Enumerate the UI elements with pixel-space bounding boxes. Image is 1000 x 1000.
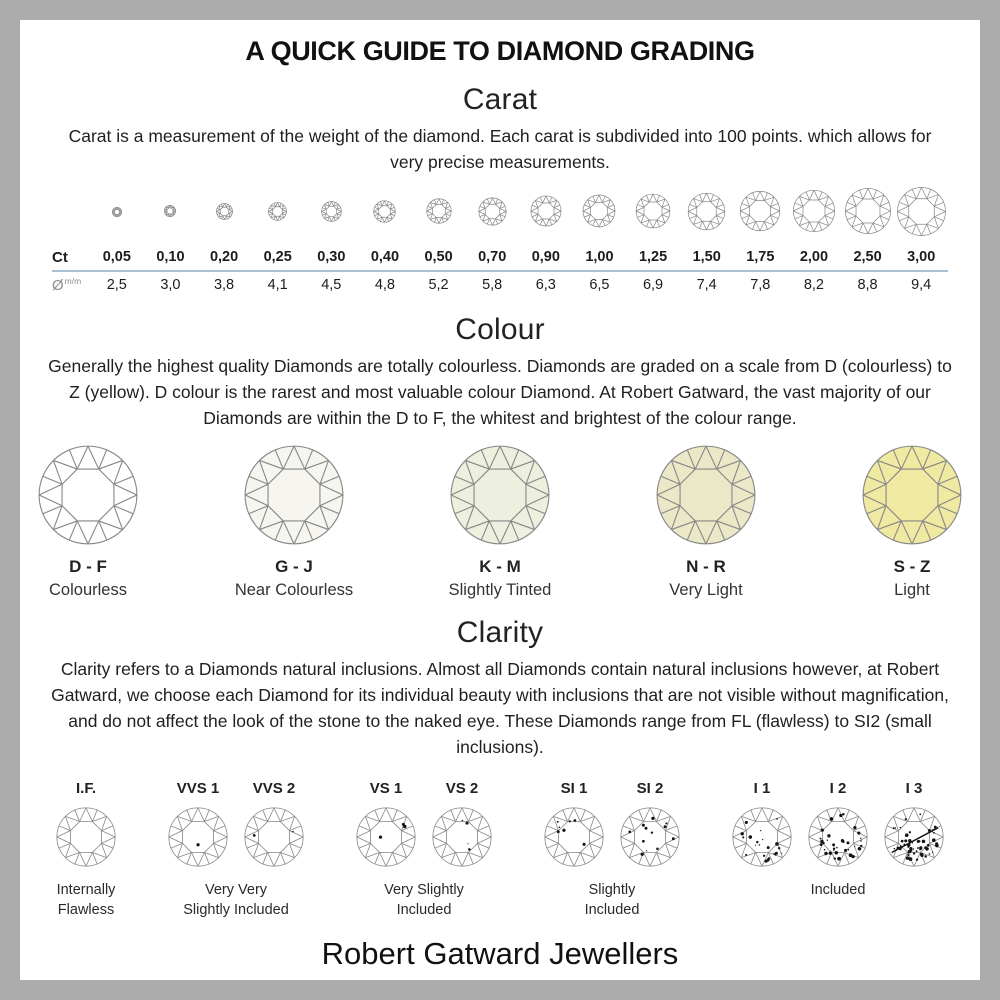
carat-diamonds-row: [52, 183, 948, 243]
clarity-description: Clarity refers to a Diamonds natural inclusions. Almost all Diamonds contain natural inclusions however, at Robert Gatward, we choose each Diamond for its individual beauty with inclusions that are not visible without magnification, and do not affect the look of the stone to the naked eye. These Diamonds range from FL (flawless) to SI2 (small inclusions).: [51, 659, 949, 757]
diamond-icon: [792, 189, 836, 233]
diameter-value: 6,3: [535, 277, 556, 293]
clarity-group-description-line: Very Very: [204, 882, 268, 898]
clarity-grade: [429, 780, 495, 868]
diamond-icon: [654, 486, 758, 503]
diamond-icon: [731, 828, 793, 845]
diameter-values-row: [52, 273, 948, 297]
clarity-grade: [541, 780, 607, 868]
clarity-group: [729, 780, 947, 900]
diamond-icon: [216, 203, 233, 220]
carat-value: 1,00: [585, 249, 614, 265]
clarity-group-description: [353, 880, 495, 920]
diamond-icon: [164, 205, 176, 217]
table-divider: [52, 270, 948, 272]
clarity-section: [20, 616, 980, 920]
diameter-value: 6,9: [642, 277, 664, 293]
clarity-grade-label: SI 1: [560, 780, 588, 797]
carat-value: 0,20: [209, 249, 239, 265]
diamond-icon: [243, 828, 305, 845]
page-title: A QUICK GUIDE TO DIAMOND GRADING: [245, 36, 755, 66]
diamond-icon: [448, 486, 552, 503]
diameter-value: 4,5: [321, 277, 342, 293]
clarity-grade: [53, 780, 119, 868]
clarity-group-description-line: Slightly: [588, 882, 636, 898]
colour-grade: [847, 443, 977, 600]
diamond-icon: [167, 828, 229, 845]
clarity-heading: Clarity: [456, 616, 544, 649]
colour-grade-label: Colourless: [49, 581, 127, 599]
diameter-value: 3,0: [160, 277, 181, 293]
clarity-grade: [241, 780, 307, 868]
diameter-value: 7,8: [750, 277, 771, 293]
diamond-icon: [619, 828, 681, 845]
clarity-group-description-line: Included: [584, 902, 640, 918]
colour-grade: [435, 443, 565, 600]
diamond-icon: [635, 193, 671, 229]
clarity-group-description-line: Very Slightly: [384, 882, 464, 898]
diamond-icon: [896, 186, 947, 237]
diamond-icon: [36, 486, 140, 503]
carat-value: 0,05: [102, 249, 131, 265]
diamond-icon: [543, 828, 605, 845]
diameter-value: 8,8: [857, 277, 878, 293]
carat-value: 0,30: [317, 249, 346, 265]
diamond-icon: [426, 198, 452, 224]
clarity-group-description: [53, 880, 119, 920]
carat-value: 0,40: [370, 249, 400, 265]
diamond-icon: [112, 207, 122, 217]
clarity-group: [353, 780, 495, 920]
diamond-icon: [860, 486, 964, 503]
colour-grades-row: [20, 443, 980, 600]
clarity-group: [165, 780, 307, 920]
diamond-icon: [478, 197, 507, 226]
diameter-value: 3,8: [213, 277, 235, 293]
carat-unit-label: Ct: [52, 248, 68, 266]
carat-size-chart: [52, 183, 948, 297]
colour-grade-label: Light: [894, 581, 930, 599]
colour-description: Generally the highest quality Diamonds are totally colourless. Diamonds are graded on a scale from D (colourless) to Z (yellow). D colour is the rarest and most valuable colour Diamond. At Robert Gatward, the vast majority of our Diamonds are within the D to F, the whitest and brightest of the colour range.: [48, 356, 952, 428]
diamond-icon: [431, 828, 493, 845]
diameter-value: 5,8: [482, 277, 503, 293]
colour-grade-range: G - J: [275, 557, 313, 576]
colour-grade-range: N - R: [686, 557, 726, 576]
carat-value: 0,50: [424, 249, 453, 265]
carat-values-row: [52, 245, 948, 269]
carat-heading: Carat: [462, 83, 538, 116]
colour-grade-range: S - Z: [893, 557, 931, 576]
carat-value: 2,50: [853, 249, 882, 265]
diamond-icon: [242, 486, 346, 503]
clarity-group-description-line: Slightly Included: [183, 902, 289, 918]
mm-unit: m/m: [64, 276, 82, 286]
clarity-grade: [881, 780, 947, 868]
clarity-grade-label: I.F.: [75, 780, 96, 797]
colour-grade-label: Near Colourless: [234, 581, 354, 599]
clarity-group: [53, 780, 119, 920]
diamond-icon: [355, 828, 417, 845]
diameter-value: 7,4: [696, 277, 717, 293]
clarity-grade-label: VS 1: [369, 780, 403, 797]
clarity-group-description: [729, 880, 947, 900]
diameter-value: 8,2: [803, 277, 825, 293]
clarity-group-description: [165, 880, 307, 920]
carat-section: [20, 83, 980, 297]
clarity-grade: [165, 780, 231, 868]
clarity-group-description: [541, 880, 683, 920]
clarity-grade: [617, 780, 683, 868]
diamond-icon: [373, 200, 396, 223]
carat-value: 0,90: [531, 249, 560, 265]
colour-grade-range: K - M: [479, 557, 521, 576]
colour-grade-label: Slightly Tinted: [448, 581, 552, 599]
carat-value: 0,70: [478, 249, 507, 265]
clarity-group-description-line: Internally: [56, 882, 116, 898]
clarity-grade-label: I 3: [905, 780, 923, 797]
carat-value: 1,50: [692, 249, 721, 265]
diameter-value: 5,2: [428, 277, 449, 293]
colour-grade-range: D - F: [69, 557, 107, 576]
clarity-grade-label: VS 2: [445, 780, 479, 797]
diameter-value: 2,5: [106, 277, 127, 293]
clarity-group: [541, 780, 683, 920]
clarity-grade-label: VVS 1: [176, 780, 220, 797]
clarity-grade: [353, 780, 419, 868]
carat-value: 0,25: [263, 249, 292, 265]
clarity-grade-label: VVS 2: [252, 780, 296, 797]
diameter-value: 6,5: [589, 277, 610, 293]
clarity-grade: [805, 780, 871, 868]
diamond-icon: [807, 828, 869, 845]
diamond-icon: [321, 201, 342, 222]
diameter-value: 4,1: [267, 277, 288, 293]
diamond-icon: [687, 192, 726, 231]
diamond-icon: [55, 828, 117, 845]
colour-grade: [641, 443, 771, 600]
diamond-icon: [739, 190, 781, 232]
clarity-grade: [729, 780, 795, 868]
brand-name: Robert Gatward Jewellers: [321, 936, 679, 971]
carat-value: 1,25: [638, 249, 668, 265]
diamond-icon: [268, 202, 287, 221]
diamond-icon: [582, 194, 616, 228]
diameter-unit-label: [52, 276, 90, 294]
colour-section: [20, 313, 980, 600]
clarity-group-description-line: Included: [396, 902, 452, 918]
carat-value: 0,10: [156, 249, 185, 265]
diameter-value: 9,4: [911, 277, 932, 293]
clarity-grades-row: [20, 780, 980, 920]
clarity-grade-label: I 2: [829, 780, 847, 797]
clarity-group-description-line: Included: [810, 882, 866, 898]
colour-grade: [229, 443, 359, 600]
colour-heading: Colour: [455, 313, 545, 346]
diamond-icon: [883, 828, 945, 845]
carat-description: Carat is a measurement of the weight of the diamond. Each carat is subdivided into 100 points. which allows for very precise measurements.: [68, 126, 932, 172]
carat-value: 3,00: [907, 249, 936, 265]
carat-value: 1,75: [746, 249, 775, 265]
colour-grade-label: Very Light: [669, 581, 743, 599]
diameter-value: 4,8: [374, 277, 396, 293]
carat-value: 2,00: [799, 249, 829, 265]
clarity-group-description-line: Flawless: [57, 902, 115, 918]
clarity-grade-label: SI 2: [636, 780, 664, 797]
diamond-icon: [844, 187, 892, 235]
diamond-icon: [530, 195, 562, 227]
colour-grade: [23, 443, 153, 600]
diameter-symbol: Ø: [52, 277, 64, 294]
clarity-grade-label: I 1: [753, 780, 771, 797]
